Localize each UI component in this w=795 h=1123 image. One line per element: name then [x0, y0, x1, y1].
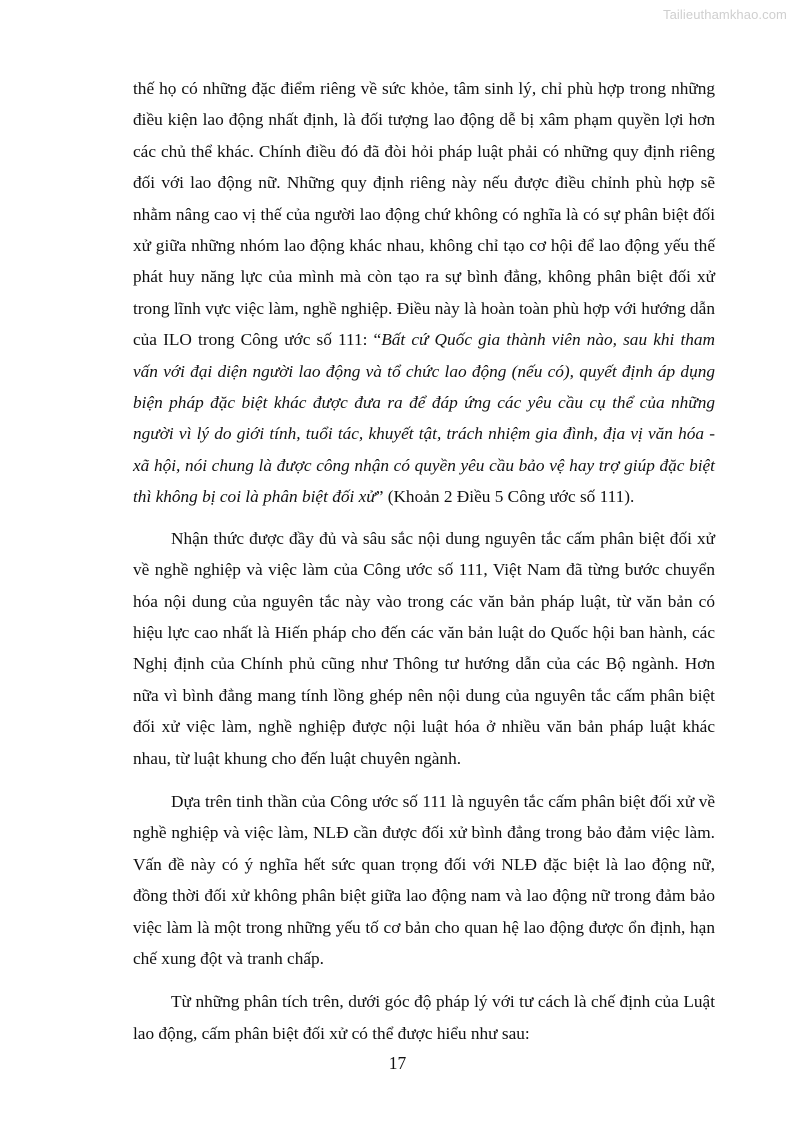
- paragraph-1: [133, 73, 715, 513]
- paragraph-4: Từ những phân tích trên, dưới góc độ pháp lý với tư cách là chế định của Luật lao động, cấm phân biệt đối xử có thể được hiểu như sau:: [133, 992, 715, 1043]
- paragraph-3: Dựa trên tinh thần của Công ước số 111 là nguyên tắc cấm phân biệt đối xử về nghề nghiệp và việc làm, NLĐ cần được đối xử bình đẳng trong bảo đảm việc làm. Vấn đề này có ý nghĩa hết sức quan trọng đối với NLĐ đặc biệt là lao động nữ, đồng thời đối xử không phân biệt giữa lao động nam và lao động nữ trong đảm bảo việc làm là một trong những yếu tố cơ bản cho quan hệ lao động được ổn định, hạn chế xung đột và tranh chấp.: [133, 791, 715, 968]
- paragraph-2: Nhận thức được đầy đủ và sâu sắc nội dung nguyên tắc cấm phân biệt đối xử về nghề nghiệp và việc làm của Công ước số 111, Việt Nam đã từng bước chuyển hóa nội dung của nguyên tắc này vào trong các văn bản pháp luật, từ văn bản có hiệu lực cao nhất là Hiến pháp cho đến các văn bản luật do Quốc hội ban hành, các Nghị định của Chính phủ cũng như Thông tư hướng dẫn của các Bộ ngành. Hơn nữa vì bình đẳng mang tính lồng ghép nên nội dung của nguyên tắc cấm phân biệt đối xử việc làm, nghề nghiệp được nội luật hóa ở nhiều văn bản pháp luật khác nhau, từ luật khung cho đến luật chuyên ngành.: [133, 528, 715, 768]
- paragraph-1-tail: ” (Khoản 2 Điều 5 Công ước số 111).: [375, 487, 635, 507]
- paragraph-1-lead: thế họ có những đặc điểm riêng về sức khỏe, tâm sinh lý, chỉ phù hợp trong những điều kiện lao động nhất định, là đối tượng lao động dễ bị xâm phạm quyền lợi hơn các chủ thể khác. Chính điều đó đã đòi hỏi pháp luật phải có những quy định riêng đối với lao động nữ. Những quy định riêng này nếu được điều chỉnh phù hợp sẽ nhằm nâng cao vị thế của người lao động chứ không có nghĩa là có sự phân biệt đối xử giữa những nhóm lao động khác nhau, không chỉ tạo cơ hội để lao động yếu thế phát huy năng lực của mình mà còn tạo ra sự bình đẳng, không phân biệt đối xử trong lĩnh vực việc làm, nghề nghiệp. Điều này là hoàn toàn phù hợp với hướng dẫn của ILO trong Công ước số 111: “: [133, 79, 715, 350]
- watermark: Tailieuthamkhao.com: [662, 7, 787, 22]
- page-body: [133, 73, 715, 1049]
- convention-quote: Bất cứ Quốc gia thành viên nào, sau khi tham vấn với đại diện người lao động và tổ chức lao động (nếu có), quyết định áp dụng biện pháp đặc biệt khác được đưa ra để đáp ứng các yêu cầu cụ thể của những người vì lý do giới tính, tuổi tác, khuyết tật, trách nhiệm gia đình, địa vị văn hóa - xã hội, nói chung là được công nhận có quyền yêu cầu bảo vệ hay trợ giúp đặc biệt thì không bị coi là phân biệt đối xử: [133, 330, 716, 507]
- page-number: 17: [388, 1053, 407, 1073]
